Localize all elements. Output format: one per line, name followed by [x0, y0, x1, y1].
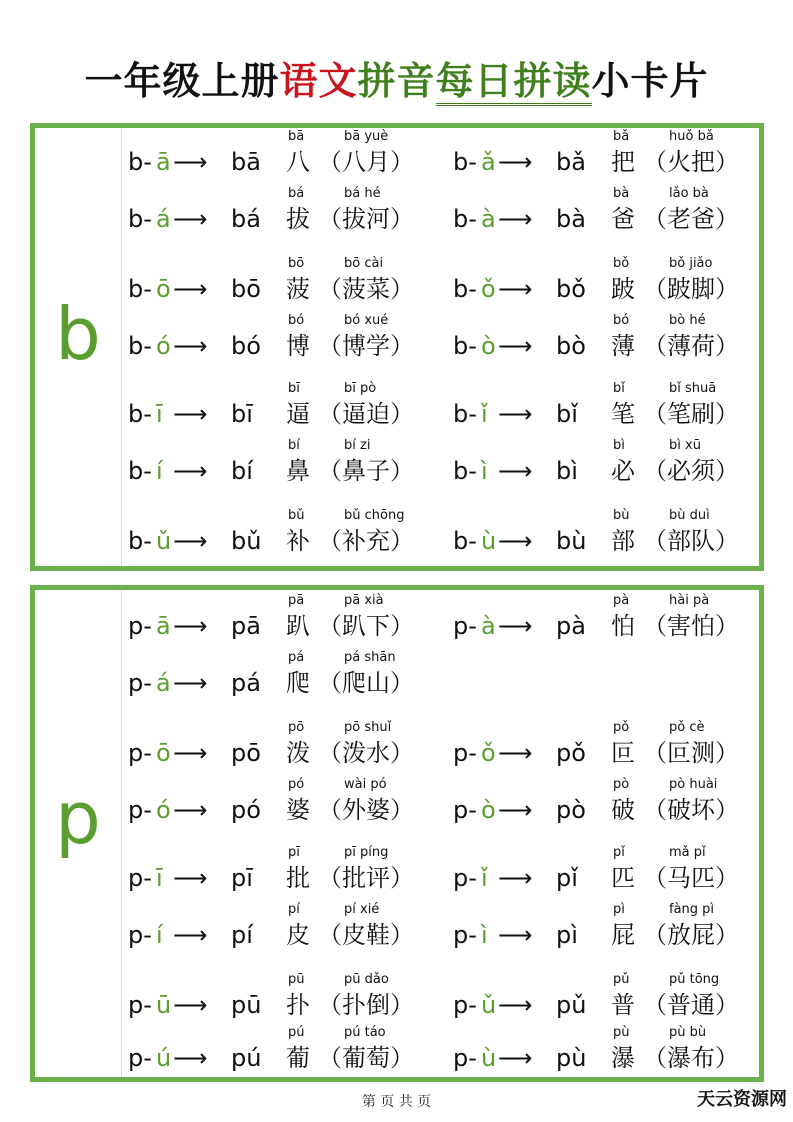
arrow: ⟶: [173, 864, 208, 892]
word-pinyin: pǔ tōng: [669, 972, 720, 987]
character: 菠: [286, 275, 310, 303]
syllable: pú: [231, 1044, 262, 1072]
syllable-row: [453, 330, 763, 362]
initial: b-: [128, 148, 152, 176]
syllable-row: [453, 610, 763, 642]
word-pinyin: bó xué: [344, 313, 389, 328]
initial: b-: [453, 148, 477, 176]
character-pinyin: pā: [288, 593, 305, 608]
syllable-row: [128, 146, 438, 178]
character: 部: [611, 527, 635, 555]
syllable-row: [453, 273, 763, 305]
character: 拔: [286, 205, 310, 233]
initial: b-: [453, 275, 477, 303]
word: （博学）: [318, 332, 414, 360]
character-pinyin: bí: [288, 438, 300, 453]
syllable: pā: [231, 612, 261, 640]
word: （马匹）: [643, 864, 739, 892]
word: （拔河）: [318, 205, 414, 233]
character-pinyin: bō: [288, 256, 305, 271]
initial: b-: [128, 275, 152, 303]
word-pinyin: bǔ chōng: [344, 508, 405, 523]
syllable: pù: [556, 1044, 587, 1072]
arrow: ⟶: [173, 527, 208, 555]
arrow: ⟶: [498, 400, 533, 428]
word: （笔刷）: [643, 400, 739, 428]
arrow: ⟶: [498, 457, 533, 485]
syllable-row: [128, 919, 438, 951]
syllable: pǒ: [556, 739, 586, 767]
tone-vowel: ǐ: [481, 864, 488, 892]
tone-vowel: í: [156, 457, 163, 485]
word: （批评）: [318, 864, 414, 892]
character-pinyin: pá: [288, 650, 305, 665]
arrow: ⟶: [173, 739, 208, 767]
syllable-row: [453, 862, 763, 894]
syllable-row: [128, 398, 438, 430]
character-pinyin: pǔ: [613, 972, 630, 987]
character-pinyin: pí: [288, 902, 300, 917]
character: 八: [286, 148, 310, 176]
tone-vowel: ǎ: [481, 148, 496, 176]
syllable: bò: [556, 332, 586, 360]
word-pinyin: huǒ bǎ: [669, 129, 714, 144]
arrow: ⟶: [173, 205, 208, 233]
syllable-row: [453, 989, 763, 1021]
initial: p-: [128, 1044, 152, 1072]
word-pinyin: fàng pì: [669, 902, 715, 917]
word: （八月）: [318, 148, 414, 176]
syllable-row: [128, 455, 438, 487]
word-pinyin: bì xū: [669, 438, 701, 453]
word-pinyin: pá shān: [344, 650, 396, 665]
syllable-row: [453, 737, 763, 769]
initial: b-: [453, 527, 477, 555]
word-pinyin: pí xié: [344, 902, 380, 917]
word-pinyin: hài pà: [669, 593, 710, 608]
arrow: ⟶: [173, 612, 208, 640]
character: 扑: [286, 991, 310, 1019]
character-pinyin: pī: [288, 845, 300, 860]
tone-vowel: ì: [481, 921, 488, 949]
initial: p-: [128, 864, 152, 892]
arrow: ⟶: [173, 457, 208, 485]
initial: p-: [128, 669, 152, 697]
character: 瀑: [611, 1044, 635, 1072]
arrow: ⟶: [498, 796, 533, 824]
title-part-4: 每日拼读: [436, 58, 592, 106]
syllable-row: [128, 737, 438, 769]
character-pinyin: pì: [613, 902, 625, 917]
character: 笔: [611, 400, 635, 428]
character: 破: [611, 796, 635, 824]
page-footer: 第 页 共 页: [361, 1094, 432, 1110]
syllable: bá: [231, 205, 261, 233]
tone-vowel: ǐ: [481, 400, 488, 428]
initial: p-: [453, 739, 477, 767]
character-pinyin: bā: [288, 129, 305, 144]
page-title: [0, 50, 793, 105]
word: （鼻子）: [318, 457, 414, 485]
arrow: ⟶: [173, 1044, 208, 1072]
arrow: ⟶: [498, 527, 533, 555]
word: （跛脚）: [643, 275, 739, 303]
word-pinyin: bǒ jiǎo: [669, 256, 713, 271]
word: （火把）: [643, 148, 739, 176]
syllable-row: [453, 203, 763, 235]
tone-vowel: à: [481, 612, 496, 640]
syllable-row: [128, 667, 438, 699]
initial: p-: [128, 796, 152, 824]
syllable-row: [453, 1042, 763, 1074]
tone-vowel: ǔ: [481, 991, 497, 1019]
word: （泼水）: [318, 739, 414, 767]
initial: b-: [453, 332, 477, 360]
tone-vowel: ó: [156, 332, 171, 360]
initial: b-: [453, 205, 477, 233]
word: （扑倒）: [318, 991, 414, 1019]
tone-vowel: á: [156, 205, 171, 233]
word-pinyin: pù bù: [669, 1025, 707, 1040]
syllable: pá: [231, 669, 261, 697]
syllable: bǔ: [231, 527, 262, 555]
tone-vowel: ò: [481, 332, 496, 360]
character-pinyin: bá: [288, 186, 305, 201]
word-pinyin: bù duì: [669, 508, 710, 523]
character: 怕: [611, 612, 635, 640]
character: 葡: [286, 1044, 310, 1072]
character: 薄: [611, 332, 635, 360]
initial: p-: [453, 1044, 477, 1072]
word: （叵测）: [643, 739, 739, 767]
character-pinyin: bù: [613, 508, 630, 523]
character: 把: [611, 148, 635, 176]
tone-vowel: ī: [156, 400, 163, 428]
character-pinyin: pù: [613, 1025, 630, 1040]
word: （葡萄）: [318, 1044, 414, 1072]
syllable-row: [453, 455, 763, 487]
big-letter-b: b: [55, 292, 101, 376]
arrow: ⟶: [173, 332, 208, 360]
arrow: ⟶: [173, 796, 208, 824]
tone-vowel: ō: [156, 275, 171, 303]
word-pinyin: mǎ pǐ: [669, 845, 706, 860]
syllable: bā: [231, 148, 261, 176]
syllable-row: [453, 525, 763, 557]
character-pinyin: pū: [288, 972, 305, 987]
word-pinyin: pā xià: [344, 593, 384, 608]
initial: p-: [128, 612, 152, 640]
syllable: pà: [556, 612, 586, 640]
syllable: bó: [231, 332, 261, 360]
title-part-1: 一年级上册: [84, 58, 280, 103]
arrow: ⟶: [173, 921, 208, 949]
syllable: bī: [231, 400, 253, 428]
character: 爬: [286, 669, 310, 697]
arrow: ⟶: [173, 148, 208, 176]
syllable: pǔ: [556, 991, 587, 1019]
card-divider: [121, 128, 122, 566]
word-pinyin: bǐ shuā: [669, 381, 717, 396]
title-part-2: 语文: [279, 58, 358, 103]
syllable: pó: [231, 796, 261, 824]
tone-vowel: ǒ: [481, 275, 496, 303]
word: （补充）: [318, 527, 414, 555]
character-pinyin: pà: [613, 593, 630, 608]
word-pinyin: bī pò: [344, 381, 377, 396]
arrow: ⟶: [173, 400, 208, 428]
word: （害怕）: [643, 612, 739, 640]
tone-vowel: ò: [481, 796, 496, 824]
tone-vowel: á: [156, 669, 171, 697]
initial: p-: [453, 864, 477, 892]
syllable: bì: [556, 457, 578, 485]
character: 逼: [286, 400, 310, 428]
character-pinyin: bī: [288, 381, 300, 396]
character-pinyin: pò: [613, 777, 630, 792]
word: （必须）: [643, 457, 739, 485]
arrow: ⟶: [498, 921, 533, 949]
word-pinyin: pū dǎo: [344, 972, 389, 987]
syllable: pū: [231, 991, 262, 1019]
character-pinyin: bǎ: [613, 129, 630, 144]
tone-vowel: ù: [481, 1044, 497, 1072]
card-b: [30, 123, 764, 571]
syllable-row: [128, 862, 438, 894]
tone-vowel: ī: [156, 864, 163, 892]
syllable: bǎ: [556, 148, 586, 176]
word: （薄荷）: [643, 332, 739, 360]
word-pinyin: bā yuè: [344, 129, 389, 144]
word-pinyin: bí zi: [344, 438, 371, 453]
initial: p-: [128, 921, 152, 949]
watermark: 天云资源网: [697, 1089, 787, 1110]
word-pinyin: pī píng: [344, 845, 389, 860]
character-pinyin: bó: [613, 313, 630, 328]
syllable: bà: [556, 205, 586, 233]
syllable: pì: [556, 921, 578, 949]
arrow: ⟶: [173, 991, 208, 1019]
initial: b-: [128, 527, 152, 555]
character: 补: [286, 527, 310, 555]
character: 屁: [611, 921, 635, 949]
initial: b-: [128, 400, 152, 428]
syllable-row: [128, 989, 438, 1021]
syllable: bù: [556, 527, 587, 555]
initial: p-: [453, 796, 477, 824]
initial: b-: [453, 457, 477, 485]
character-pinyin: bì: [613, 438, 625, 453]
arrow: ⟶: [498, 864, 533, 892]
character: 批: [286, 864, 310, 892]
syllable-row: [128, 1042, 438, 1074]
arrow: ⟶: [498, 148, 533, 176]
tone-vowel: à: [481, 205, 496, 233]
character-pinyin: bó: [288, 313, 305, 328]
card-p: [30, 585, 764, 1082]
syllable: pí: [231, 921, 253, 949]
word-pinyin: pō shuǐ: [344, 720, 392, 735]
syllable-row: [453, 794, 763, 826]
character: 跛: [611, 275, 635, 303]
word: （放屁）: [643, 921, 739, 949]
word: （瀑布）: [643, 1044, 739, 1072]
arrow: ⟶: [498, 1044, 533, 1072]
arrow: ⟶: [498, 332, 533, 360]
syllable: pò: [556, 796, 586, 824]
big-letter-p: p: [55, 776, 101, 860]
tone-vowel: ǔ: [156, 527, 172, 555]
word: （破坏）: [643, 796, 739, 824]
syllable: bǒ: [556, 275, 586, 303]
title-part-5: 小卡片: [591, 58, 709, 103]
tone-vowel: ā: [156, 612, 171, 640]
tone-vowel: ǒ: [481, 739, 496, 767]
character: 匹: [611, 864, 635, 892]
initial: p-: [453, 991, 477, 1019]
character: 泼: [286, 739, 310, 767]
character-pinyin: pó: [288, 777, 305, 792]
tone-vowel: ō: [156, 739, 171, 767]
initial: p-: [128, 739, 152, 767]
initial: b-: [453, 400, 477, 428]
syllable: pǐ: [556, 864, 578, 892]
syllable: pī: [231, 864, 253, 892]
word: （逼迫）: [318, 400, 414, 428]
character: 爸: [611, 205, 635, 233]
word-pinyin: bò hé: [669, 313, 706, 328]
character-pinyin: pō: [288, 720, 305, 735]
initial: p-: [128, 991, 152, 1019]
character: 趴: [286, 612, 310, 640]
character-pinyin: bà: [613, 186, 630, 201]
syllable: pō: [231, 739, 261, 767]
character: 必: [611, 457, 635, 485]
word-pinyin: wài pó: [344, 777, 387, 792]
tone-vowel: ó: [156, 796, 171, 824]
tone-vowel: ā: [156, 148, 171, 176]
tone-vowel: ù: [481, 527, 497, 555]
word: （菠菜）: [318, 275, 414, 303]
arrow: ⟶: [498, 205, 533, 233]
initial: p-: [453, 612, 477, 640]
title-part-3: 拼音: [357, 58, 436, 103]
syllable-row: [453, 146, 763, 178]
character-pinyin: bǒ: [613, 256, 630, 271]
character-pinyin: pǐ: [613, 845, 625, 860]
syllable: bō: [231, 275, 261, 303]
tone-vowel: ū: [156, 991, 172, 1019]
syllable-row: [128, 610, 438, 642]
word: （部队）: [643, 527, 739, 555]
syllable-row: [453, 398, 763, 430]
character-pinyin: pú: [288, 1025, 305, 1040]
arrow: ⟶: [173, 275, 208, 303]
tone-vowel: í: [156, 921, 163, 949]
word: （皮鞋）: [318, 921, 414, 949]
word: （普通）: [643, 991, 739, 1019]
character: 普: [611, 991, 635, 1019]
character: 博: [286, 332, 310, 360]
syllable-row: [453, 919, 763, 951]
initial: b-: [128, 205, 152, 233]
syllable: bí: [231, 457, 253, 485]
word: （老爸）: [643, 205, 739, 233]
syllable: bǐ: [556, 400, 578, 428]
word-pinyin: pú táo: [344, 1025, 386, 1040]
character-pinyin: bǔ: [288, 508, 305, 523]
syllable-row: [128, 330, 438, 362]
initial: b-: [128, 332, 152, 360]
arrow: ⟶: [498, 991, 533, 1019]
syllable-row: [128, 273, 438, 305]
character: 婆: [286, 796, 310, 824]
word-pinyin: bō cài: [344, 256, 384, 271]
character-pinyin: bǐ: [613, 381, 625, 396]
syllable-row: [128, 794, 438, 826]
arrow: ⟶: [173, 669, 208, 697]
character-pinyin: pǒ: [613, 720, 630, 735]
word: （爬山）: [318, 669, 414, 697]
syllable-row: [128, 525, 438, 557]
word: （趴下）: [318, 612, 414, 640]
word-pinyin: lǎo bà: [669, 186, 709, 201]
word-pinyin: pǒ cè: [669, 720, 705, 735]
word-pinyin: bá hé: [344, 186, 381, 201]
initial: b-: [128, 457, 152, 485]
character: 叵: [611, 739, 635, 767]
tone-vowel: ú: [156, 1044, 172, 1072]
syllable-row: [128, 203, 438, 235]
word-pinyin: pò huài: [669, 777, 718, 792]
word: （外婆）: [318, 796, 414, 824]
card-divider: [121, 590, 122, 1077]
arrow: ⟶: [498, 275, 533, 303]
tone-vowel: ì: [481, 457, 488, 485]
arrow: ⟶: [498, 739, 533, 767]
character: 鼻: [286, 457, 310, 485]
character: 皮: [286, 921, 310, 949]
arrow: ⟶: [498, 612, 533, 640]
initial: p-: [453, 921, 477, 949]
